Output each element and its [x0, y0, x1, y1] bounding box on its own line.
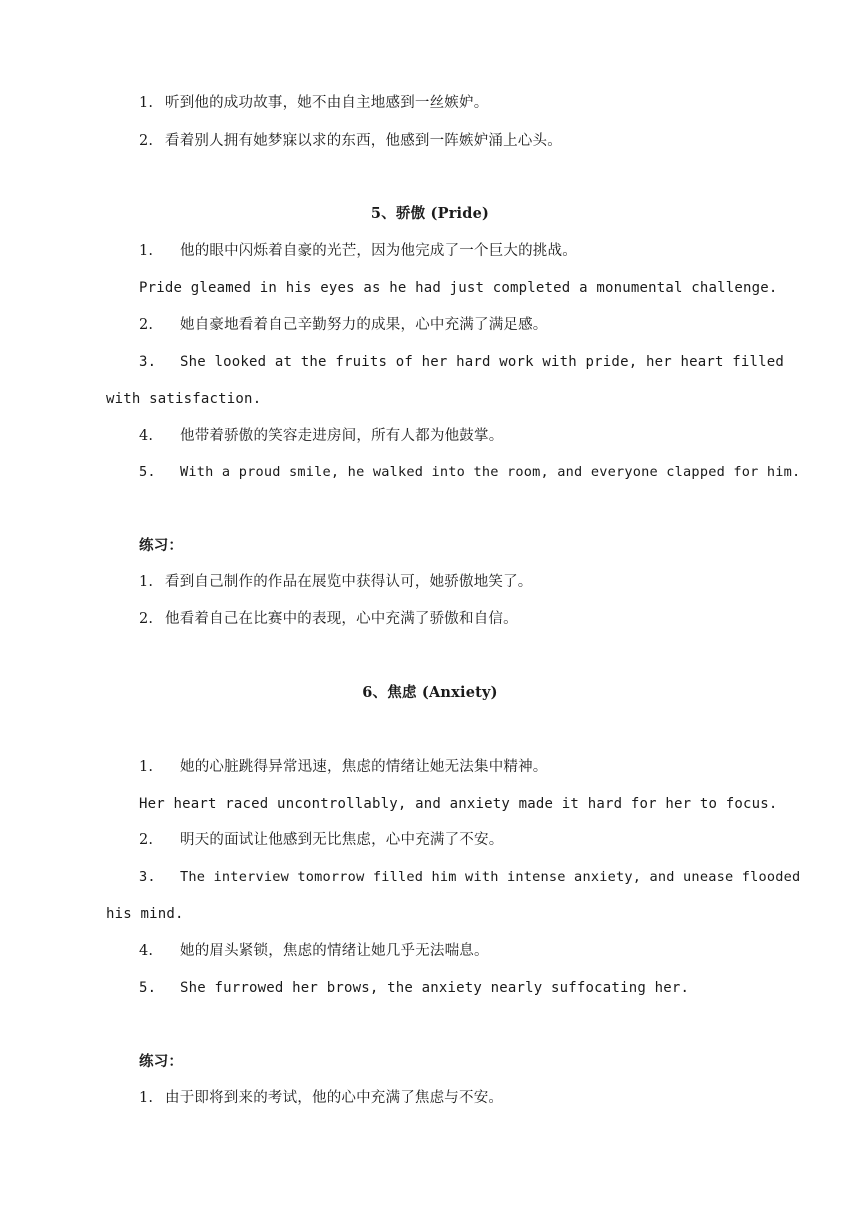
- list-item: [139, 794, 778, 814]
- item-number: 2.: [139, 611, 154, 627]
- item-text: She looked at the fruits of her hard work with pride, her heart filled: [180, 354, 785, 370]
- item-text: with satisfaction.: [106, 391, 262, 407]
- list-item: [139, 278, 778, 298]
- item-text: She furrowed her brows, the anxiety nearly suffocating her.: [180, 980, 690, 996]
- list-item: [139, 867, 800, 887]
- item-number: 3.: [139, 354, 157, 370]
- list-item: [139, 462, 800, 482]
- item-number: 4.: [139, 428, 154, 444]
- practice-item: [139, 93, 488, 113]
- list-item: [139, 315, 548, 335]
- item-number: 1.: [139, 574, 154, 590]
- item-text: 明天的面试让他感到无比焦虑，心中充满了不安。: [180, 832, 504, 848]
- section-title: 5、骄傲 (Pride): [370, 205, 490, 222]
- practice-item: [139, 572, 533, 592]
- item-number: 1.: [139, 243, 154, 259]
- list-item: [139, 241, 577, 261]
- item-text: 他带着骄傲的笑容走进房间，所有人都为他鼓掌。: [180, 428, 504, 444]
- list-item: [139, 978, 689, 998]
- list-item: [139, 941, 489, 961]
- item-number: 4.: [139, 943, 154, 959]
- item-text: 他看着自己在比赛中的表现，心中充满了骄傲和自信。: [165, 611, 518, 627]
- item-text: his mind.: [106, 906, 184, 922]
- item-text: With a proud smile, he walked into the room, and everyone clapped for him.: [180, 464, 801, 480]
- list-item: [139, 352, 784, 372]
- item-number: 5.: [139, 980, 157, 996]
- item-text: 她的心脏跳得异常迅速，焦虑的情绪让她无法集中精神。: [180, 759, 548, 775]
- item-text: 她自豪地看着自己辛勤努力的成果，心中充满了满足感。: [180, 317, 548, 333]
- item-number: 1.: [139, 1090, 154, 1106]
- item-number: 5.: [139, 464, 156, 480]
- item-text: Her heart raced uncontrollably, and anxiety made it hard for her to focus.: [139, 796, 778, 812]
- item-text: 听到他的成功故事，她不由自主地感到一丝嫉妒。: [165, 95, 489, 111]
- list-item: [139, 757, 548, 777]
- list-item: [139, 426, 503, 446]
- practice-item: [139, 131, 562, 151]
- item-text: The interview tomorrow filled him with intense anxiety, and unease flooded: [180, 869, 801, 885]
- practice-label: 练习：: [139, 1053, 184, 1070]
- item-number: 2.: [139, 317, 154, 333]
- item-text: Pride gleamed in his eyes as he had just completed a monumental challenge.: [139, 280, 778, 296]
- item-text: 看着别人拥有她梦寐以求的东西，他感到一阵嫉妒涌上心头。: [165, 133, 562, 149]
- practice-label: 练习：: [139, 537, 184, 554]
- practice-item: [139, 609, 518, 629]
- item-text: 由于即将到来的考试，他的心中充满了焦虑与不安。: [165, 1090, 504, 1106]
- list-item-continuation: [106, 904, 184, 924]
- item-text: 他的眼中闪烁着自豪的光芒，因为他完成了一个巨大的挑战。: [180, 243, 577, 259]
- item-number: 2.: [139, 133, 154, 149]
- list-item-continuation: [106, 389, 261, 409]
- item-text: 看到自己制作的作品在展览中获得认可，她骄傲地笑了。: [165, 574, 533, 590]
- item-number: 1.: [139, 95, 154, 111]
- item-number: 2.: [139, 832, 154, 848]
- list-item: [139, 830, 503, 850]
- item-text: 她的眉头紧锁，焦虑的情绪让她几乎无法喘息。: [180, 943, 489, 959]
- practice-item: [139, 1088, 503, 1108]
- item-number: 1.: [139, 759, 154, 775]
- item-number: 3.: [139, 869, 156, 885]
- section-title: 6、焦虑 (Anxiety): [362, 684, 498, 701]
